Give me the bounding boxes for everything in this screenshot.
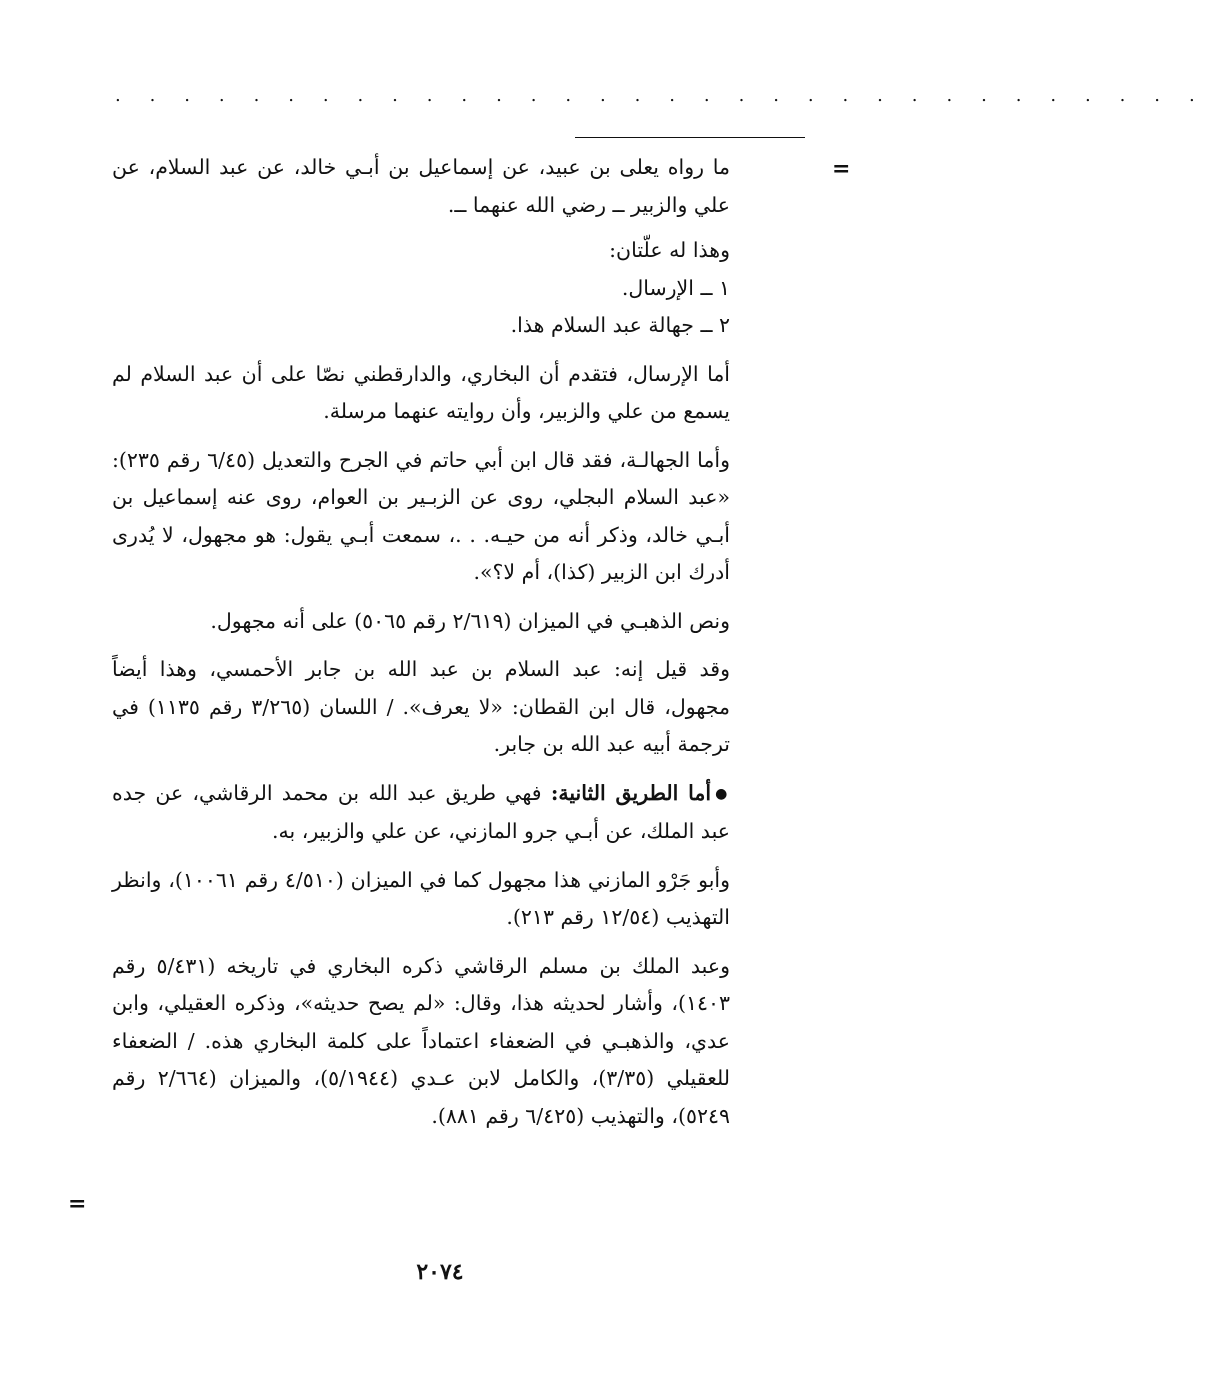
decorative-dotted-line: . . . . . . . . . . . . . . . . . . . . . . . . . . . . . . . . <box>115 85 1206 106</box>
continuation-mark-bottom: = <box>68 1191 87 1217</box>
bullet-icon: ● <box>715 785 730 802</box>
section-heading-second-route: أما الطريق الثانية: <box>550 780 712 805</box>
page-body-text <box>112 149 730 1146</box>
paragraph-4: وأما الجهالـة، فقد قال ابن أبي حاتم في الجرح والتعديل (٦/٤٥ رقم ٢٣٥): «عبد السلام البجلي، روى عن الزبـير بن العوام، روى عنه إسماعيل بن أبـي خالد، وذكر أنه من حيـه. . .، سمعت أبـي يقول: هو مجهول، لا يُدرى أدرك ابن الزبير (كذا)، أم لا؟». <box>112 447 730 584</box>
paragraph-3: أما الإرسال، فتقدم أن البخاري، والدارقطني نصّا على أن عبد السلام لم يسمع من علي والزبير، وأن روايته عنهما مرسلة. <box>112 361 730 423</box>
list-item-2: ٢ ــ جهالة عبد السلام هذا. <box>510 313 730 337</box>
paragraph-1: ما رواه يعلى بن عبيد، عن إسماعيل بن أبـي خالد، عن عبد السلام، عن علي والزبير ــ رضي الله عنهما ــ. <box>112 155 730 217</box>
paragraph-2: وهذا له علّتان: <box>609 238 730 262</box>
list-item-1: ١ ــ الإرسال. <box>621 275 730 300</box>
paragraph-7 <box>112 775 730 851</box>
paragraph-7-text: فهي طريق عبد الله بن محمد الرقاشي، عن جده عبد الملك، عن أبـي جرو المازني، عن علي والزبير، به. <box>112 780 730 843</box>
paragraph-8: وأبو جَرْو المازني هذا مجهول كما في الميزان (٤/٥١٠ رقم ١٠٠٦١)، وانظر التهذيب (١٢/٥٤ رقم ٢١٣). <box>112 867 730 929</box>
continuation-mark-top: = <box>832 156 851 182</box>
paragraph-5: ونص الذهبـي في الميزان (٢/٦١٩ رقم ٥٠٦٥) على أنه مجهول. <box>210 608 730 633</box>
paragraph-6: وقد قيل إنه: عبد السلام بن عبد الله بن جابر الأحمسي، وهذا أيضاً مجهول، قال ابن القطان: «لا يعرف». / اللسان (٣/٢٦٥ رقم ١١٣٥) في ترجمة أبيه عبد الله بن جابر. <box>112 657 730 756</box>
page-number: ٢٠٧٤ <box>416 1259 464 1285</box>
paragraph-9: وعبد الملك بن مسلم الرقاشي ذكره البخاري في تاريخه (٥/٤٣١ رقم ١٤٠٣)، وأشار لحديثه هذا، وقال: «لم يصح حديثه»، وذكره العقيلي، وابن عدي، والذهبـي في الضعفاء اعتماداً على كلمة البخاري هذه. / الضعفاء للعقيلي (٣/٣٥)، والكامل لابن عـدي (٥/١٩٤٤)، والميزان (٢/٦٦٤ رقم ٥٢٤٩)، والتهذيب (٦/٤٢٥ رقم ٨٨١). <box>112 953 731 1128</box>
footnote-separator-rule <box>575 137 805 138</box>
